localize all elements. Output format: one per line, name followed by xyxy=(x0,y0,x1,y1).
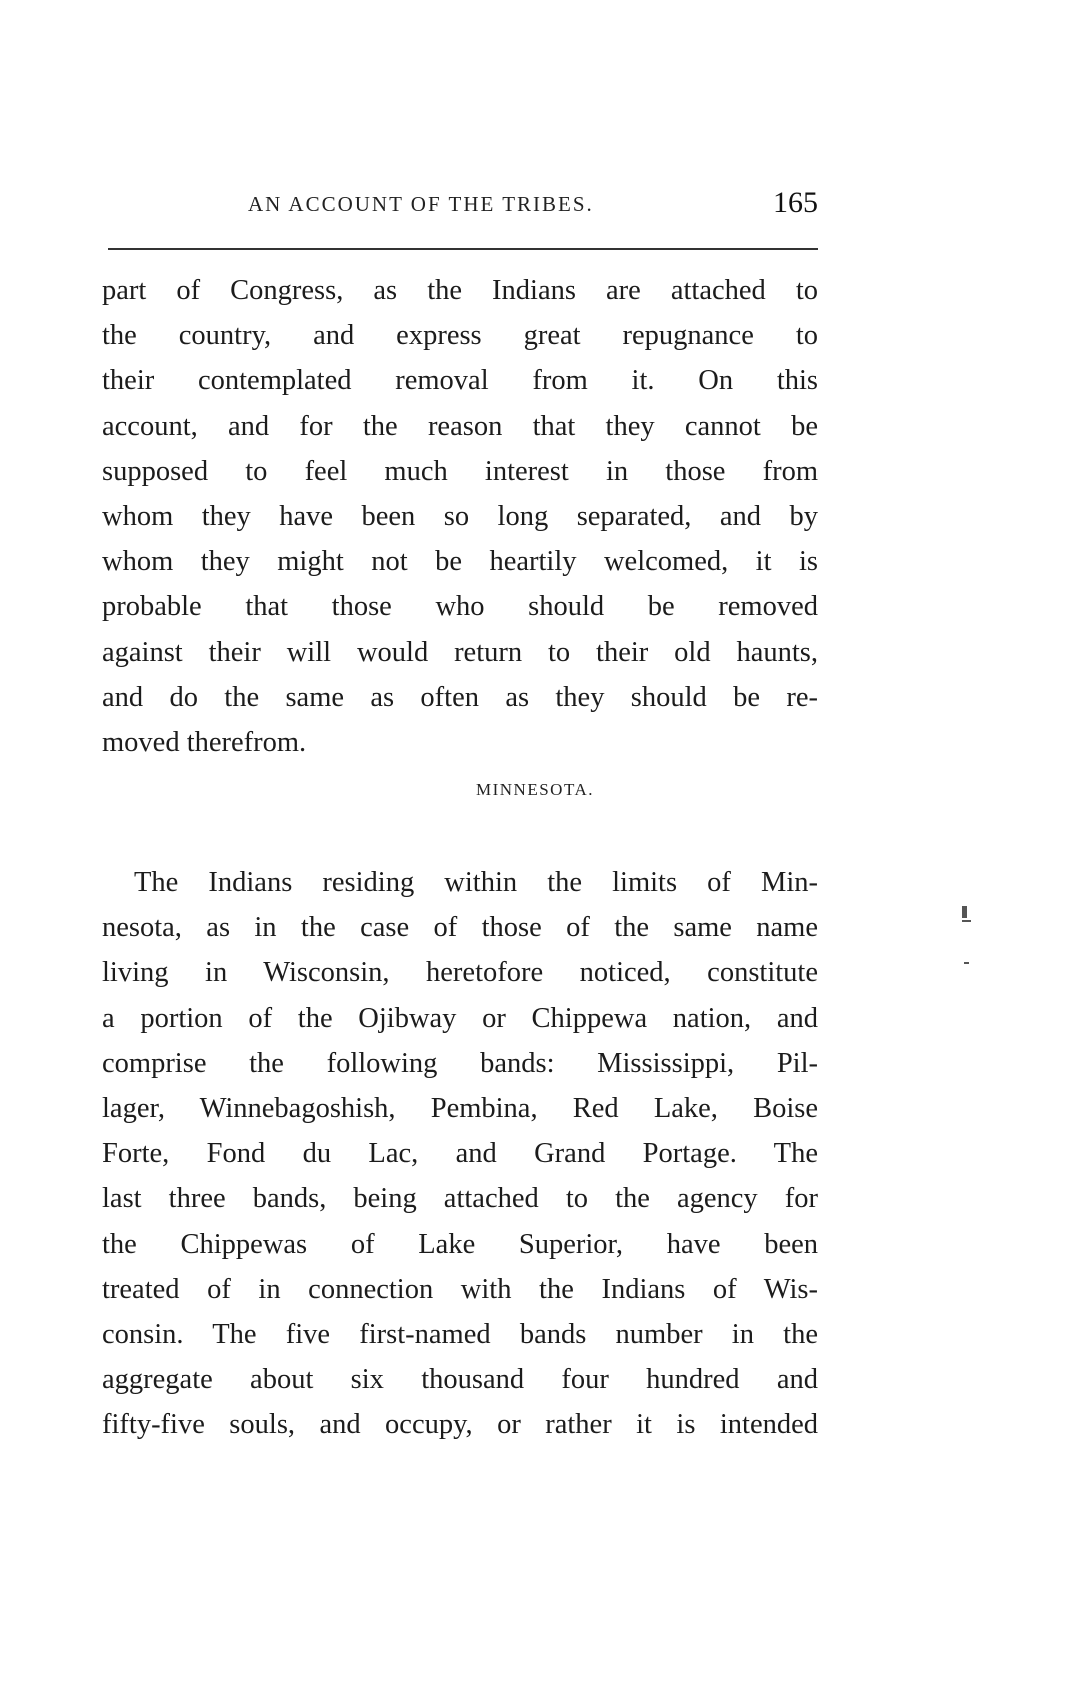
text-line: The Indians residing within the limits of Min- xyxy=(134,867,818,898)
text-line: nesota, as in the case of those of the same name xyxy=(102,912,818,944)
text-line: against their will would return to their old haunts, xyxy=(102,636,818,668)
text-line: a portion of the Ojibway or Chippewa nation, and xyxy=(102,1002,818,1034)
header-rule xyxy=(108,248,818,250)
text-line: fifty-five souls, and occupy, or rather it is intended xyxy=(102,1409,818,1441)
text-line: aggregate about six thousand four hundred and xyxy=(102,1364,818,1396)
text-line: whom they might not be heartily welcomed, it is xyxy=(102,546,818,578)
text-line: moved therefrom. xyxy=(102,726,307,758)
text-line: and do the same as often as they should be re- xyxy=(102,681,818,713)
text-line: supposed to feel much interest in those from xyxy=(102,455,818,487)
text-line: the Chippewas of Lake Superior, have been xyxy=(102,1228,818,1260)
text-line: their contemplated removal from it. On this xyxy=(102,365,818,397)
speck xyxy=(962,920,971,922)
text-line: last three bands, being attached to the agency for xyxy=(102,1183,818,1215)
paragraph-continuation xyxy=(102,268,818,765)
speck xyxy=(964,962,969,964)
text-line: consin. The five first-named bands number in the xyxy=(102,1318,818,1350)
page-number: 165 xyxy=(773,186,818,219)
section-heading: MINNESOTA. xyxy=(476,780,594,799)
speck xyxy=(962,906,967,918)
running-title: AN ACCOUNT OF THE TRIBES. xyxy=(248,192,594,216)
text-line: account, and for the reason that they cannot be xyxy=(102,410,818,442)
text-line: probable that those who should be removed xyxy=(102,591,818,623)
text-line: treated of in connection with the Indians of Wis- xyxy=(102,1273,818,1305)
text-line: lager, Winnebagoshish, Pembina, Red Lake, Boise xyxy=(102,1092,818,1124)
text-line: the country, and express great repugnance to xyxy=(102,320,818,352)
running-head xyxy=(108,186,818,226)
text-line: Forte, Fond du Lac, and Grand Portage. The xyxy=(102,1138,818,1170)
text-line: living in Wisconsin, heretofore noticed, constitute xyxy=(102,957,818,989)
paragraph-minnesota xyxy=(102,860,818,1447)
text-line: whom they have been so long separated, and by xyxy=(102,500,818,532)
text-line: part of Congress, as the Indians are attached to xyxy=(102,275,818,306)
text-line: comprise the following bands: Mississippi, Pil- xyxy=(102,1047,818,1079)
margin-specks xyxy=(962,900,982,980)
